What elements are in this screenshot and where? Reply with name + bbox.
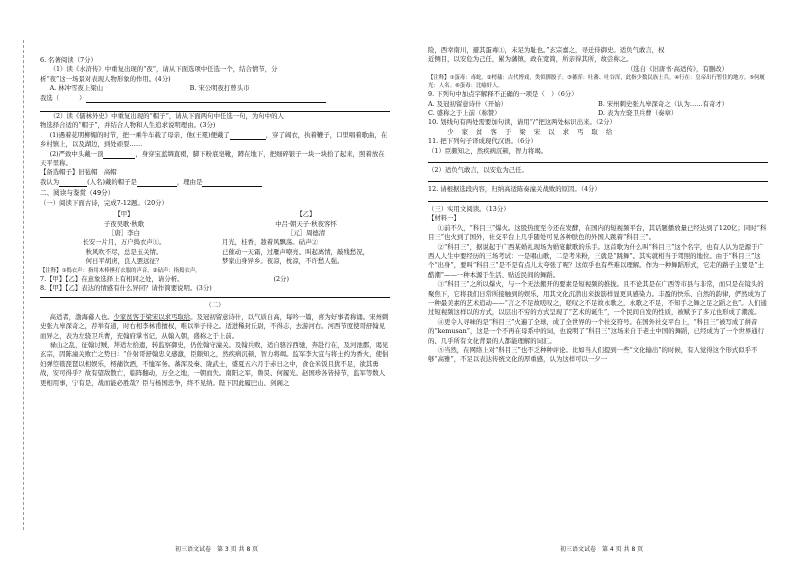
q7-blank[interactable] <box>184 277 274 284</box>
q9: 9. 下列句中加点字解释不正确的一项是（ ）（6分） <box>428 90 578 99</box>
poem-a-line-1: 长安一片月，万户捣衣声①。 <box>82 238 166 247</box>
q12-answer-line[interactable] <box>428 201 768 202</box>
poem-note: 【注释】①捣衣声：指用木棒捶打衣服的声音。②砧声：指捣衣声。 <box>40 267 201 274</box>
answer-line[interactable] <box>40 297 390 298</box>
p2-a: 禄山之乱，征翰讨贼，拜适左拾遗，转监察御史，仍佐翰守潼关。及翰兵败，适 <box>49 340 274 349</box>
section-3-title: （三）实用文阅读。（13分） <box>428 204 510 213</box>
q6-1-option-a: A. 林冲雪夜上梁山 <box>49 84 104 93</box>
q6-2-s1-text-a: (1)遇着花明柳媚的时节，把一乘牛车载了母亲，他(王冕)便戴了 <box>49 130 230 139</box>
footer-right: 初三语文试卷 第 4 页 共 8 页 <box>560 546 644 553</box>
q9-option-c[interactable]: C. 盛称之于上前（称赞） <box>428 109 501 118</box>
q6-2-hat-options: 【备选帽子】旧毡帽 高帽 <box>40 168 117 177</box>
poem-b-title: 中吕·朝天子·秋夜客怀 <box>275 219 337 228</box>
poem-a <box>40 210 208 266</box>
q6-1-option-b: B. 宋公明夜打曾头市 <box>189 84 250 93</box>
material-para-1: ①前不久，“科目三”爆火。这股热度至今还在发酵，在国内的短视频平台，其话题播放量已经达到了120亿；同时“科目三”也火到了国外，社交平台上几乎随处可见各种肤色的外国人跳着“科目三”。 <box>428 223 767 242</box>
q7-points: (2分) <box>273 274 289 283</box>
poem-a-line-3: 何日平胡虏，良人罢远征？ <box>85 257 163 266</box>
q9-option-b[interactable]: B. 宋州刺史张九皋深奇之（认为……有奇才） <box>598 99 729 108</box>
q6-2-line-b: 物选择合适的“帽子”，并结合人物和人生追求说明理由。(3分) <box>40 121 216 130</box>
q9-option-a[interactable]: A. 及冠初留意诗什（开始） <box>428 99 507 108</box>
q10-sentence[interactable]: 少 家 贫 客 于 梁 宋 以 求 丐 取 给 <box>447 127 616 136</box>
p2-d: 为香火，使倡妇弹箜篌琵琶以相娱乐，樗蒱饮酒，不恤军务。蕃浑及秦、陇武士， <box>40 350 389 368</box>
q12: 12. 请根据选段内容，归纳高适陈奏潼关战败的原因。（4分） <box>428 185 601 194</box>
poem-b-author: ［元］周德清 <box>286 228 326 237</box>
poem-b-line-2: 已催动一天霜，过雁声嘹亮。叫起离情，敲残愁况， <box>222 247 369 256</box>
q6-2-line-a: （2）读《儒林外史》中重复出现的“帽子”，请从下面两句中任选一句，为句中的人 <box>49 112 284 121</box>
left-page <box>40 56 390 388</box>
q6-2-hat-blank[interactable] <box>137 179 177 187</box>
poem-a-title: 子夜吴歌·秋歌 <box>103 219 145 228</box>
passage-2-title: （二） <box>205 301 225 310</box>
q6-2-sentence-2 <box>40 150 390 169</box>
q9-option-d[interactable]: D. 表为左骁卫兵曹（奏章） <box>598 109 678 118</box>
q6-2-s2-text-a: (2)严致中头戴一顶 <box>49 149 104 158</box>
q9-options-row-1 <box>428 100 768 109</box>
q6-1-answer-line[interactable] <box>40 103 390 112</box>
right-page <box>428 46 768 364</box>
q6-2-s1-blank[interactable] <box>230 132 266 140</box>
section-2-1-title: （一）阅读下面古诗，完成7-12题。（20分） <box>40 198 168 207</box>
passage-cont-1: 险，西幸南川，避其蛋毒①，未足为耻也。”玄宗嘉之，寻迁侍御史。适负气敢言，权 <box>428 46 665 54</box>
q6-1-answer-blank[interactable] <box>86 95 326 103</box>
q8: 8.【甲】【乙】表达的情感有什么异同？请作简要说明。(3分) <box>40 283 212 292</box>
poem-a-line-2: 秋风吹不尽，总是玉关情。 <box>85 247 163 256</box>
poem-a-author: ［唐］李白 <box>108 228 140 237</box>
poems <box>40 210 390 266</box>
q6-2-s2-text-b: ，身穿宝蓝绸直裰，脚下粉底皂靴，蹲在地下，把细碎银子一块 <box>135 149 315 158</box>
p2-f: 临阵翻动，万全之地，一朝而失。南阳之军，鲁炅、何履光、赵国珍各皆持节，监军等数人 <box>129 369 386 378</box>
p2-c: “仆射哥舒翰忠义感激，臣颇知之，然疾病沉顿，智力将竭。监军李大宜与将士约 <box>123 350 351 359</box>
q6-2-pick-a: 我认为 <box>40 177 60 186</box>
poem-a-label: 【甲】 <box>114 210 134 219</box>
q6-2-pick <box>40 178 390 187</box>
p2-b: 自骆谷西驰，奔赴行在，及河池郡，谒见玄宗，因陈潼关败亡之势曰： <box>40 340 389 359</box>
p1-c: 每吟一篇，喜为好事者称诵。宋州刺史张九皋深奇之，荐举有道，时右相李林甫擅 <box>40 312 389 331</box>
q6-1-line-a: （1）读《水浒传》中重复出现的“夜”，请从下面选项中任选一个，结合情节，分 <box>49 65 278 74</box>
p2-e: 盛夏五六月于赤日之中，食仓米饭且犹不足，欲其勇战，安可得乎？故有望敌散亡， <box>40 359 379 378</box>
p1-e: 表为左骁卫兵曹，充翰府掌书记，从翰入朝，盛称之于上前。 <box>65 331 239 340</box>
poem-b-line-1: 月光，桂香，趁着风飘荡。砧声② <box>222 238 318 247</box>
p2-g: 更相用事，宁有是，战而能必胜哉？臣与杨国忠争，终不见纳。陛下因此履巴山、剑阁之 <box>40 378 290 387</box>
q11-1: （1）臣颇知之，然疾病沉顿，智力将竭。 <box>428 146 548 155</box>
material-para-3: ③“科目三”之所以爆火，与一个无法搬开的要素是短视频的推拢。且不论其是在广西等市县与非常，而只是在镜头的聚焦下，它将我们日常所接触到的娱乐，用其文化沉潜出来拔筋样显更具感染力。丰盈的快乐、自然的韵律，俨然成为了一种最美素的艺术追动——“言之不足故嗟叹之，嗟叹之不足故永歌之，永歌之不足，不知手之舞之足之蹈之也”。人们通过短视频这样以的方式，以层出不穷的方式呈现了“艺术的诞生”，一个民间自发的性质，被赋予了多元也形成了潮流。 <box>428 280 767 317</box>
q11-2-answer-line[interactable] <box>428 181 768 182</box>
q6-1-options <box>40 84 390 93</box>
q6-2-pick-c: ，理由是 <box>176 177 203 186</box>
material-para-2: ②“科目三”，据说起于广西某婚礼现场为婚宴献歌的乐手。这首歌为什么叫“科目三”这个名字，也有人认为是源于广西人人生中要经历的三场考试：一是唱山歌，二是考米粉，三就是“跳舞”。其实就相当于驾照的地位。由于“科目三”这个“出身”，要叫“科目三”是不是有点儿太夸张了呢？这似乎也有些难以理解。作为一种舞蹈形式，它走的路子主要是“土酷潮”——一种本源于生活、贴近民间的舞蹈。 <box>428 242 764 279</box>
q7 <box>40 275 390 284</box>
p1-a: 高适者，渤海蓨人也。 <box>49 312 114 321</box>
passage-para-1 <box>40 313 390 341</box>
q6-1-choice-blank[interactable] <box>59 96 79 103</box>
q11-1-answer-line[interactable] <box>428 162 768 163</box>
passage-cont-2: 近侧目，以安危为己任，累为藩镇，政在宽简，所亲得其所，故尝称之。 <box>428 55 633 64</box>
poem-b-label: 【乙】 <box>296 210 316 219</box>
material-para-4: ④更令人寻味的是“科目三”火遍了全球，成了全世界的一个社交符号。在国外社交平台上，“科目三”被写成了拼音的“kemusan”，这是一个不再在母系中的词，也说明了“科目三”这场来自于老土中国的舞蹈，已经成为了一个世界通行的、几乎所有文化背景的人都能理解的词汇。 <box>428 317 765 345</box>
q6-2-pick-b: (人名)戴的帽子是 <box>87 177 137 186</box>
q10: 10. 划线句有两处需要加句读，请用“/”把这两处标识出来。（2分） <box>428 118 616 127</box>
q6-1-answer <box>40 94 390 103</box>
material-1-label: 【材料一】 <box>428 214 460 223</box>
section-2-title: 二、阅读与鉴赏（49分） <box>40 189 115 198</box>
passage-note: 【注释】①蛋毒：毒蛇。②樗蒱：古代博戏，类似掷骰子。③蕃浑：吐蕃、吐谷浑，此指少数民族士兵。④行在：皇帝出行暂住的地方。⑤何履光：人名。⑥蛋毒：比喻奸人。 <box>428 75 765 90</box>
q6-1-choose-close: ） <box>79 93 86 102</box>
poem-b-line-3: 梦家山身异乡。夜凉，枕凉，不许愁人强。 <box>222 257 344 266</box>
q6-2-reason-blank[interactable] <box>202 179 262 187</box>
passage-source: （选自《旧唐书·高适传》，有删改） <box>626 64 728 73</box>
q11: 11. 把下列句子译成现代汉语。（6分） <box>428 137 537 146</box>
q6-2-s1-text-b: ，穿了阔衣，执着鞭子，口里唱着歌曲，在乡村镇上，以及湖边，到处顽耍…… <box>40 130 388 149</box>
footer-left: 初三语文试卷 第 3 页 共 8 页 <box>175 546 259 553</box>
poem-b <box>222 210 390 266</box>
p1-underlined: 少家贫客于梁宋以求丐取给 <box>113 312 191 321</box>
q6-2-s2-blank[interactable] <box>103 151 135 159</box>
p1-d: 权，唯以举子待之。适进稀封丘尉，不得志，去游河右。河西节度使哥舒翰见而异之， <box>40 322 386 340</box>
q6-2-s2-text-c: 一块拾了起来，照着放在天平里称。 <box>40 149 385 168</box>
q6-2-name-blank[interactable] <box>59 179 87 187</box>
q6-1-choose-label: 我选（ <box>40 93 60 102</box>
material-para-5: ⑤当然，在网络上对“科目三”也不乏种种评论。比如当人们提到一些“文化输出”的时候，有人觉得这个形式似乎不够“高雅”，不足以表达传统文化的厚重感，认为这样可以一夕一 <box>428 345 758 364</box>
q6-2-sentence-1 <box>40 131 390 150</box>
q7-text: 7.【甲】【乙】在意象选择上有相同之处，请分析。 <box>40 274 184 283</box>
p1-b: 。及冠初留意诗什，以气质自高， <box>190 312 287 321</box>
q6-title: 6. 名著阅读（7分） <box>40 56 97 64</box>
q11-2: （2）适负气敢言，以安危为己任。 <box>428 166 528 175</box>
passage-para-2 <box>40 341 390 388</box>
q6-1-line-b: 析“夜”这一场景对表现人物形象的作用。(4分) <box>40 74 171 83</box>
fold-line <box>13 40 24 530</box>
